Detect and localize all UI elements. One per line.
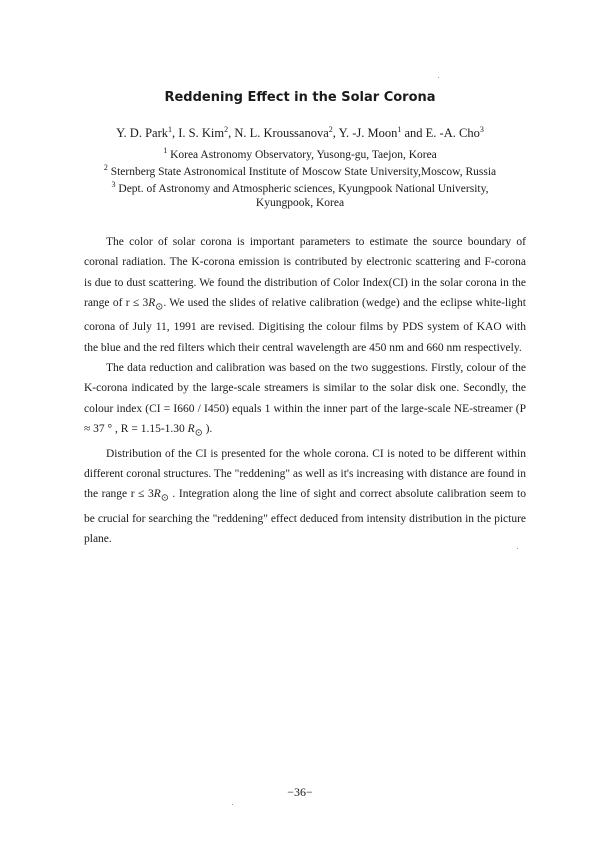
paragraph-3 xyxy=(84,444,526,550)
author-kroussanova: , N. L. Kroussanova xyxy=(228,126,329,141)
affiliation-2 xyxy=(0,163,600,178)
author-park-affil: 1 xyxy=(168,125,172,134)
author-moon-affil: 1 xyxy=(397,125,402,134)
paragraph-3-text-a: Distribution of the CI is presented for the whole corona. CI is noted to be different within different coronal structures. The "reddening" as well as it's increasing with distance are found in the range r ≤ 3 xyxy=(84,447,526,501)
paragraph-2 xyxy=(84,358,526,443)
sun-symbol: ⊙ xyxy=(155,301,164,313)
solar-radius-symbol: R xyxy=(148,296,156,309)
affiliation-1 xyxy=(0,146,600,161)
affiliation-2-text: Sternberg State Astronomical Institute of Moscow State University,Moscow, Russia xyxy=(110,165,497,178)
paragraph-2-text-b: ). xyxy=(202,422,213,435)
paragraph-3-text-b: . Integration along the line of sight and correct absolute calibration seem to be crucial for searching the "reddening" effect deduced from intensity distribution in the picture plane. xyxy=(84,488,526,546)
author-park: Y. D. Park xyxy=(116,126,168,141)
affiliation-3-text: Dept. of Astronomy and Atmospheric sciences, Kyungpook National University, xyxy=(118,182,489,195)
author-kim-affil: 2 xyxy=(224,125,229,134)
affiliation-2-marker: 2 xyxy=(103,163,108,172)
abstract-body xyxy=(84,232,526,549)
paper-title: Reddening Effect in the Solar Corona xyxy=(164,90,436,105)
scan-speck xyxy=(232,804,233,805)
affiliation-3-marker: 3 xyxy=(111,180,116,189)
sun-symbol: ⊙ xyxy=(194,427,203,439)
author-kroussanova-affil: 2 xyxy=(328,125,333,134)
author-kim: , I. S. Kim xyxy=(172,126,225,141)
paragraph-1-text-a: The color of solar corona is important parameters to estimate the source boundary of coronal radiation. The K-corona emission is contributed by electronic scattering and F-corona is due to dust scattering. We found the distribution of Color Index(CI) in the solar corona in the range of r ≤ 3 xyxy=(84,236,526,309)
affiliation-1-text: Korea Astronomy Observatory, Yusong-gu, Taejon, Korea xyxy=(170,148,437,161)
author-cho-affil: 3 xyxy=(479,125,484,134)
author-list xyxy=(0,125,600,141)
author-cho: and E. -A. Cho xyxy=(401,126,480,141)
paragraph-1-text-b: . We used the slides of relative calibration (wedge) and the eclipse white-light corona of July 11, 1991 are revised. Digitising the colour films by PDS system of KAO with the blue and the red filters which their central wavelength are 450 nm and 660 nm respectively. xyxy=(84,296,526,354)
sun-symbol: ⊙ xyxy=(160,492,169,504)
page-number: −36− xyxy=(287,785,313,799)
affiliation-3 xyxy=(0,180,600,195)
solar-radius-symbol: R xyxy=(187,422,195,435)
author-moon: , Y. -J. Moon xyxy=(332,126,398,141)
paragraph-2-text-a: The data reduction and calibration was based on the two suggestions. Firstly, colour of the K-corona indicated by the large-scale streamers is similar to the solar disk one. Secondly, the colour index (CI = I660 / I450) equals 1 within the inner part of the large-scale NE-streamer (P ≈ 37 ° , R = 1.15-1.30 xyxy=(84,362,526,435)
paragraph-1 xyxy=(84,232,526,358)
affiliation-3-cont-text: Kyungpook, Korea xyxy=(255,197,345,209)
scan-speck xyxy=(438,77,439,78)
affiliation-1-marker: 1 xyxy=(163,146,168,155)
affiliation-3-cont xyxy=(0,197,600,209)
solar-radius-symbol: R xyxy=(153,488,161,501)
scan-speck xyxy=(517,548,518,549)
